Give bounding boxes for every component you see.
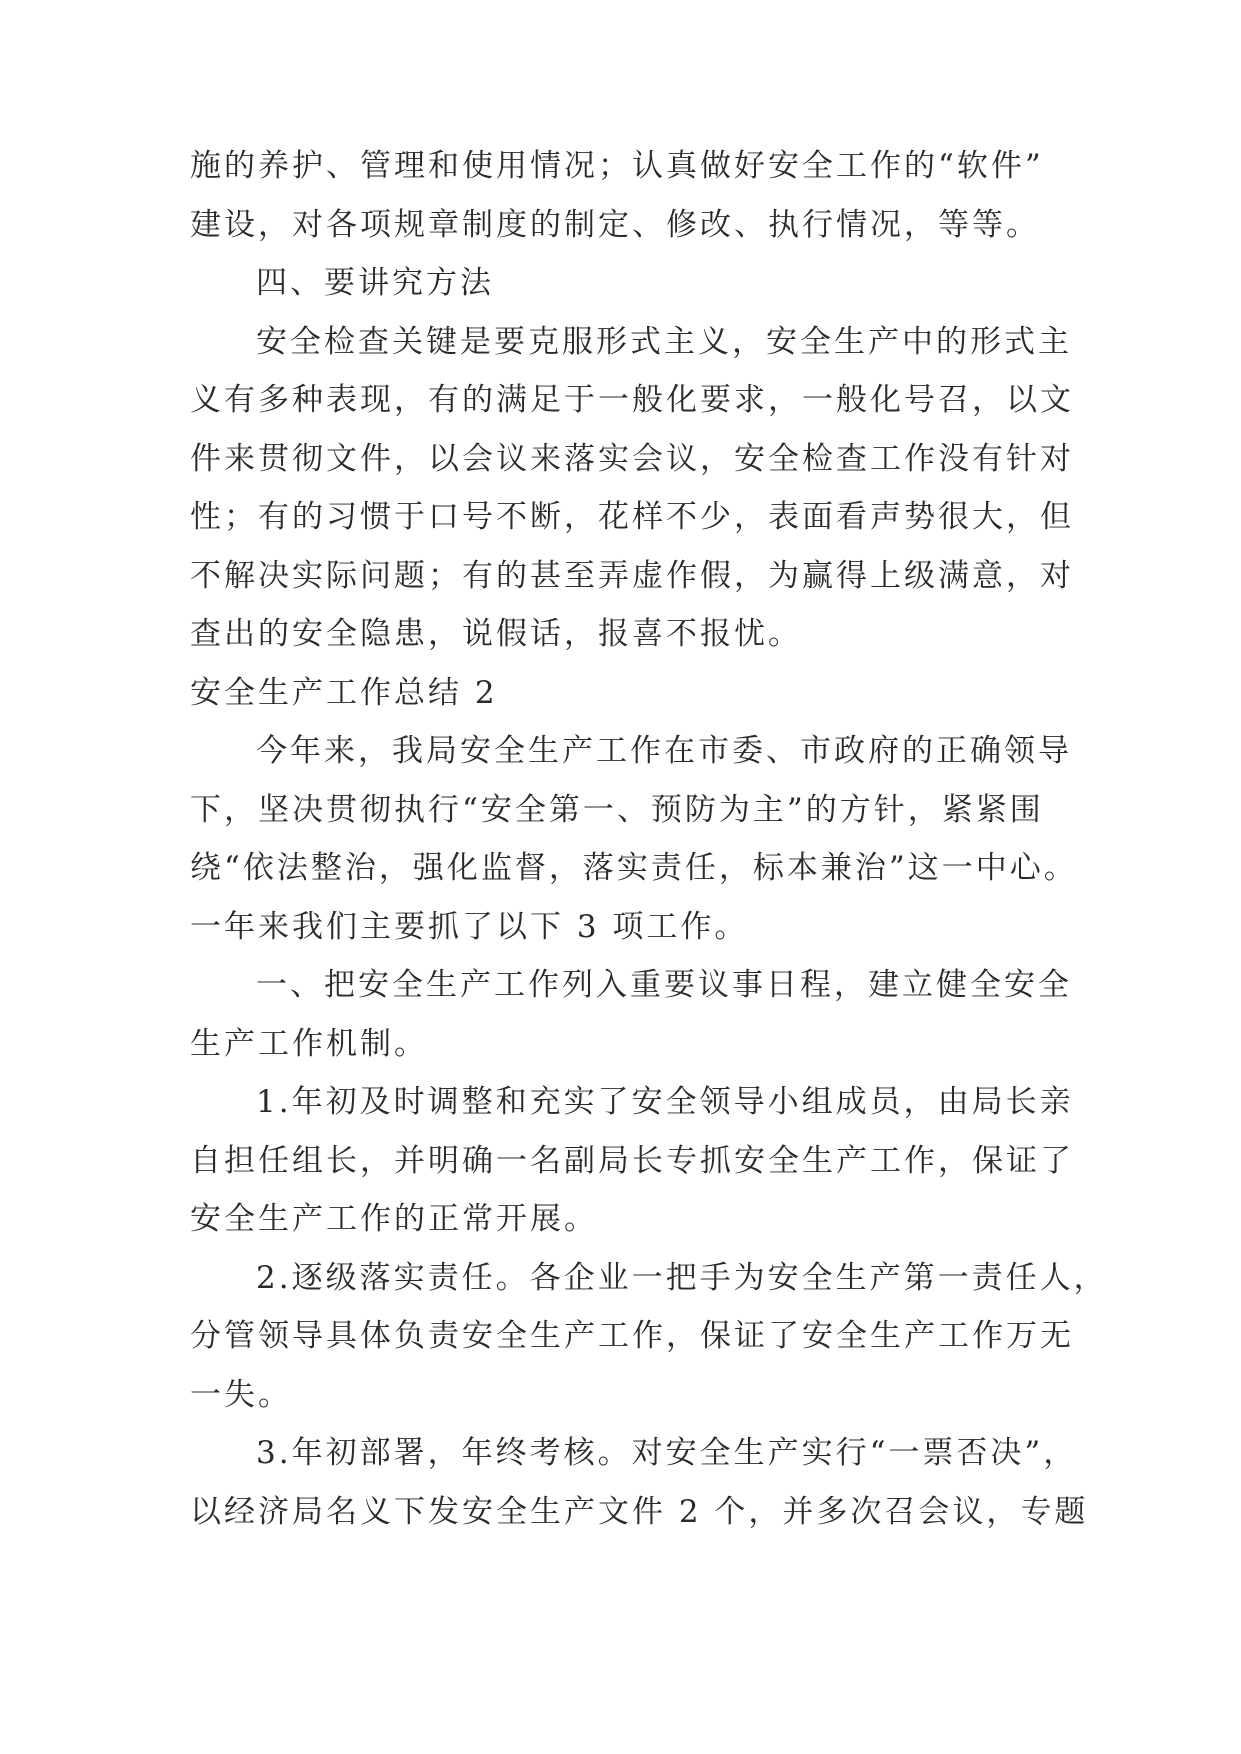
text-line: 2.逐级落实责任。各企业一把手为安全生产第一责任人， [256,1259,1108,1296]
text-line: 生产工作机制。 [190,1025,428,1062]
text-line: 自担任组长，并明确一名副局长专抓安全生产工作，保证了 [190,1142,1074,1179]
text-line: 一、把安全生产工作列入重要议事日程，建立健全安全 [256,967,1072,1003]
text-line: 下，坚决贯彻执行“安全第一、预防为主”的方针，紧紧围 [190,791,1044,828]
text-line: 绕“依法整治，强化监督，落实责任，标本兼治”这一中心。 [190,850,1078,886]
text-line: 安全检查关键是要克服形式主义，安全生产中的形式主 [256,323,1072,360]
text-line: 件来贯彻文件，以会议来落实会议，安全检查工作没有针对 [190,440,1074,477]
text-line: 安全生产工作总结 2 [190,674,498,711]
text-line: 1.年初及时调整和充实了安全领导小组成员，由局长亲 [256,1084,1074,1120]
text-line: 分管领导具体负责安全生产工作，保证了安全生产工作万无 [190,1318,1074,1354]
text-line: 一失。 [190,1376,292,1413]
text-line: 四、要讲究方法 [256,265,494,301]
text-line: 义有多种表现，有的满足于一般化要求，一般化号召，以文 [190,382,1074,418]
text-line: 查出的安全隐患，说假话，报喜不报忧。 [190,616,802,652]
text-line: 安全生产工作的正常开展。 [190,1201,598,1237]
text-line: 以经济局名义下发安全生产文件 2 个，并多次召会议，专题 [190,1493,1089,1530]
document-body [190,137,1108,1541]
text-line: 施的养护、管理和使用情况；认真做好安全工作的“软件” [190,148,1044,184]
text-line: 3.年初部署，年终考核。对安全生产实行“一票否决”， [256,1435,1078,1471]
text-line: 今年来，我局安全生产工作在市委、市政府的正确领导 [256,733,1072,769]
text-line: 一年来我们主要抓了以下 3 项工作。 [190,908,749,945]
text-line: 建设，对各项规章制度的制定、修改、执行情况，等等。 [190,206,1040,243]
text-line: 性；有的习惯于口号不断，花样不少，表面看声势很大，但 [190,499,1074,535]
text-line: 不解决实际问题；有的甚至弄虚作假，为赢得上级满意，对 [190,557,1074,594]
